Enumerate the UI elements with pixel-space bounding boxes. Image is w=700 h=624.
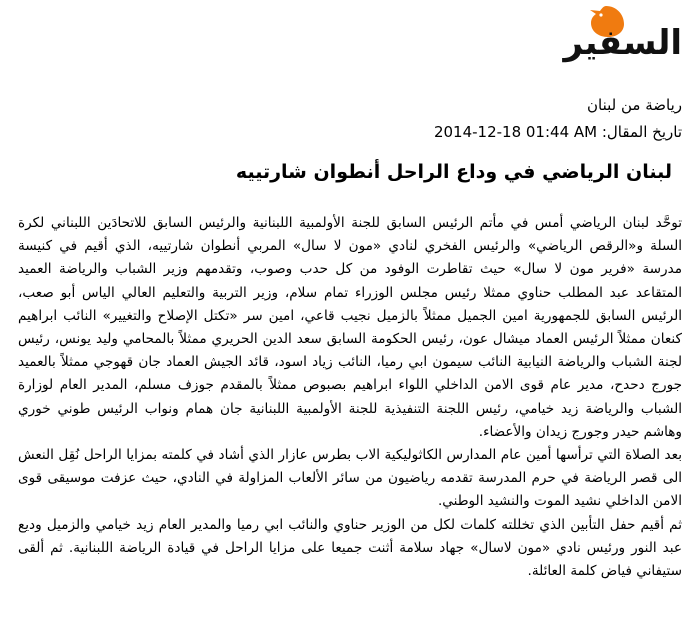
- article-paragraph: توحَّد لبنان الرياضي أمس في مأتم الرئيس السابق للجنة الأولمبية اللبنانية والرئيس السابق للاتحادَين اللبناني لكرة السلة و«الرقص الرياضي» والرئيس الفخري لنادي «مون لا سال» المربي أنطوان شارتييه، الذي أقيم في كنيسة مدرسة «فرير مون لا سال» حيث تقاطرت الوفود من كل حدب وصوب، وتقدمهم وزير الشباب والرياضة العميد المتقاعد عبد المطلب حناوي ممثلا رئيس مجلس الوزراء تمام سلام، وزير التربية والتعليم العالي الياس أبو صعب، الرئيس السابق للجمهورية امين الجميل ممثلاً بالزميل نجيب قاعي، امين سر «تكتل الإصلاح والتغيير» النائب ابراهيم كنعان ممثلاً الرئيس العماد ميشال عون، رئيس الحكومة السابق سعد الدين الحريري ممثلاً بالمحامي وليد يونس، رئيس لجنة الشباب والرياضة النيابية النائب سيمون ابي رميا، النائب زياد اسود، قائد الجيش العماد جان قهوجي ممثلاً بالعميد جورج دحدح، مدير عام قوى الامن الداخلي اللواء ابراهيم بصبوص ممثلاً بالمقدم جوزف مسلم، المدير العام لوزارة الشباب والرياضة زيد خيامي، رئيس اللجنة التنفيذية للجنة الأولمبية اللبنانية جان همام ونواب الرئيس طوني خوري وهاشم حيدر وجورج زيدان والأعضاء.: [18, 215, 682, 440]
- date-label: تاريخ المقال:: [601, 123, 682, 141]
- article-paragraph: ثم أقيم حفل التأبين الذي تخللته كلمات لكل من الوزير حناوي والنائب ابي رميا والمدير العام زيد خيامي والزميل وديع عبد النور ورئيس نادي «مون لاسال» جهاد سلامة أثنت جميعا على مزايا الراحل في قيادة الرياضة اللبنانية. ثم ألقى ستيفاني فياض كلمة العائلة.: [18, 516, 682, 580]
- article-paragraph: بعد الصلاة التي ترأسها أمين عام المدارس الكاثوليكية الاب بطرس عازار الذي أشاد في كلمته بمزايا الراحل نُقِل النعش الى قصر الرياضة في حرم المدرسة تقدمه رياضيون من سائر الألعاب المزاولة في النادي، حيث عزفت موسيقى قوى الامن الداخلي نشيد الموت والنشيد الوطني.: [18, 447, 682, 510]
- logo-wordmark: السفير: [563, 23, 682, 63]
- section-category[interactable]: رياضة من لبنان: [587, 96, 682, 114]
- article-title: لبنان الرياضي في وداع الراحل أنطوان شارتييه: [235, 161, 672, 183]
- article-body: [18, 212, 682, 583]
- site-logo[interactable]: [542, 4, 682, 64]
- bird-logo-eye: [599, 13, 602, 16]
- date-value: 2014-12-18 01:44 AM: [433, 123, 598, 141]
- article-date: [434, 123, 682, 141]
